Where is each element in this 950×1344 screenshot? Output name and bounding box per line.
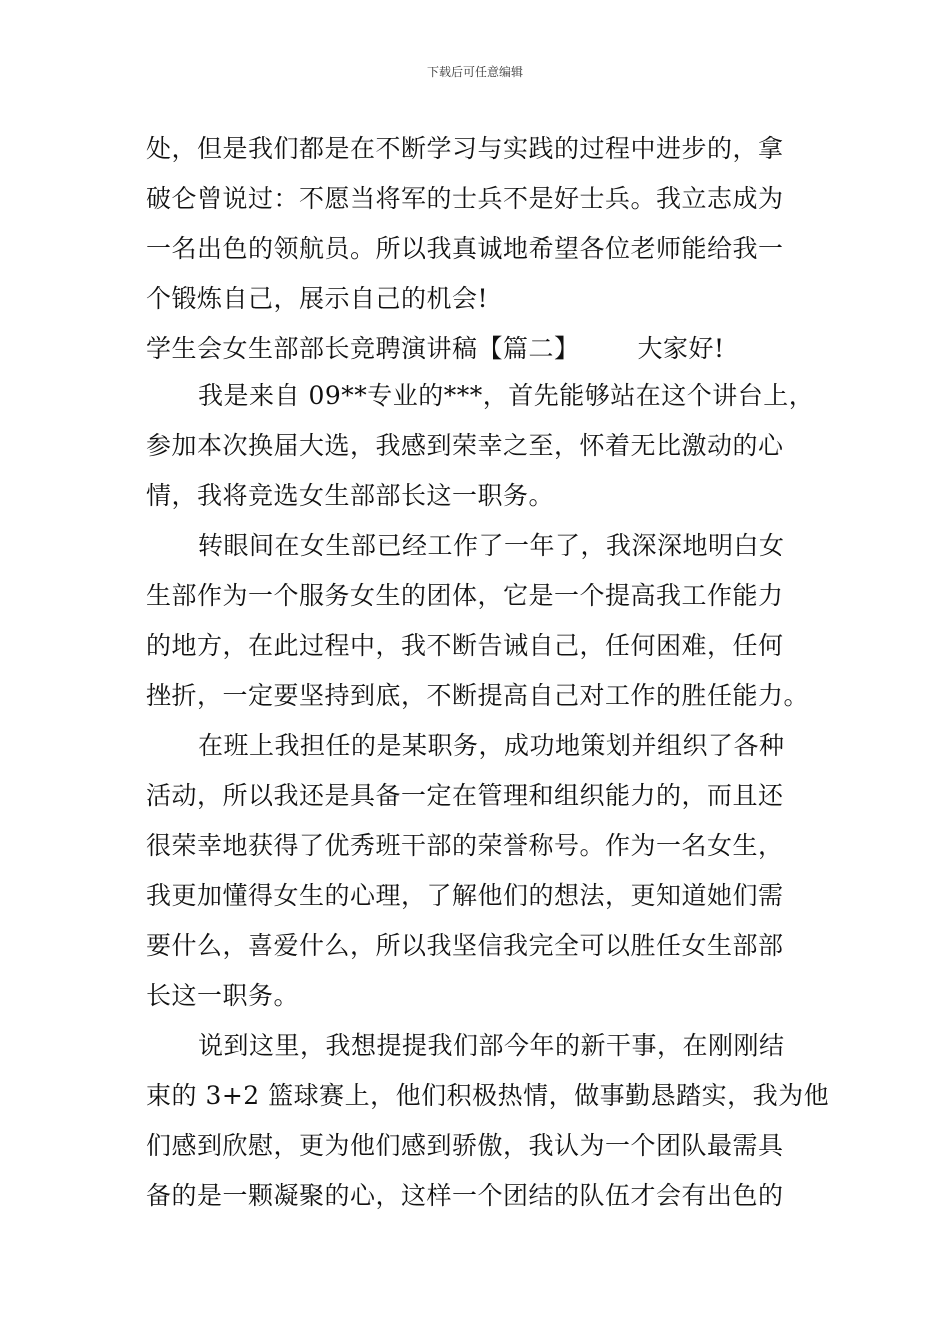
text-line: 一名出色的领航员。所以我真诚地希望各位老师能给我一 — [146, 234, 784, 263]
page-header: 下载后可任意编辑 — [426, 65, 523, 79]
text-line: 生部作为一个服务女生的团体，它是一个提高我工作能力 — [146, 581, 784, 610]
text-line: 说到这里，我想提提我们部今年的新干事，在刚刚结 — [198, 1031, 785, 1060]
text-line: 破仑曾说过：不愿当将军的士兵不是好士兵。我立志成为 — [146, 184, 784, 213]
text-line: 挫折，一定要坚持到底，不断提高自己对工作的胜任能力。 — [146, 681, 810, 710]
text-line: 的地方，在此过程中，我不断告诫自己，任何困难，任何 — [146, 631, 784, 660]
section-title: 学生会女生部部长竞聘演讲稿【篇二】 — [146, 334, 580, 363]
text-line: 要什么，喜爱什么，所以我坚信我完全可以胜任女生部部 — [146, 931, 784, 960]
text-line: 我更加懂得女生的心理，了解他们的想法，更知道她们需 — [146, 881, 784, 910]
text-line: 转眼间在女生部已经工作了一年了，我深深地明白女 — [198, 531, 785, 560]
text-line: 参加本次换届大选，我感到荣幸之至，怀着无比激动的心 — [146, 431, 784, 460]
text-line: 们感到欣慰，更为他们感到骄傲，我认为一个团队最需具 — [146, 1131, 784, 1160]
text-line: 我是来自 09**专业的***，首先能够站在这个讲台上， — [198, 381, 815, 410]
text-line: 很荣幸地获得了优秀班干部的荣誉称号。作为一名女生， — [146, 831, 784, 860]
text-line: 个锻炼自己，展示自己的机会! — [146, 284, 489, 313]
text-line: 在班上我担任的是某职务，成功地策划并组织了各种 — [198, 731, 785, 760]
section-heading — [146, 324, 806, 371]
document-body — [146, 124, 830, 1221]
text-line: 长这一职务。 — [146, 981, 300, 1010]
text-line: 束的 3+2 篮球赛上，他们积极热情，做事勤恳踏实，我为他 — [146, 1081, 830, 1110]
text-line: 处，但是我们都是在不断学习与实践的过程中进步的，拿 — [146, 134, 784, 163]
text-line: 备的是一颗凝聚的心，这样一个团结的队伍才会有出色的 — [146, 1181, 784, 1210]
greeting: 大家好! — [637, 334, 725, 363]
text-line: 活动，所以我还是具备一定在管理和组织能力的，而且还 — [146, 781, 784, 810]
text-line: 情，我将竞选女生部部长这一职务。 — [146, 481, 555, 510]
